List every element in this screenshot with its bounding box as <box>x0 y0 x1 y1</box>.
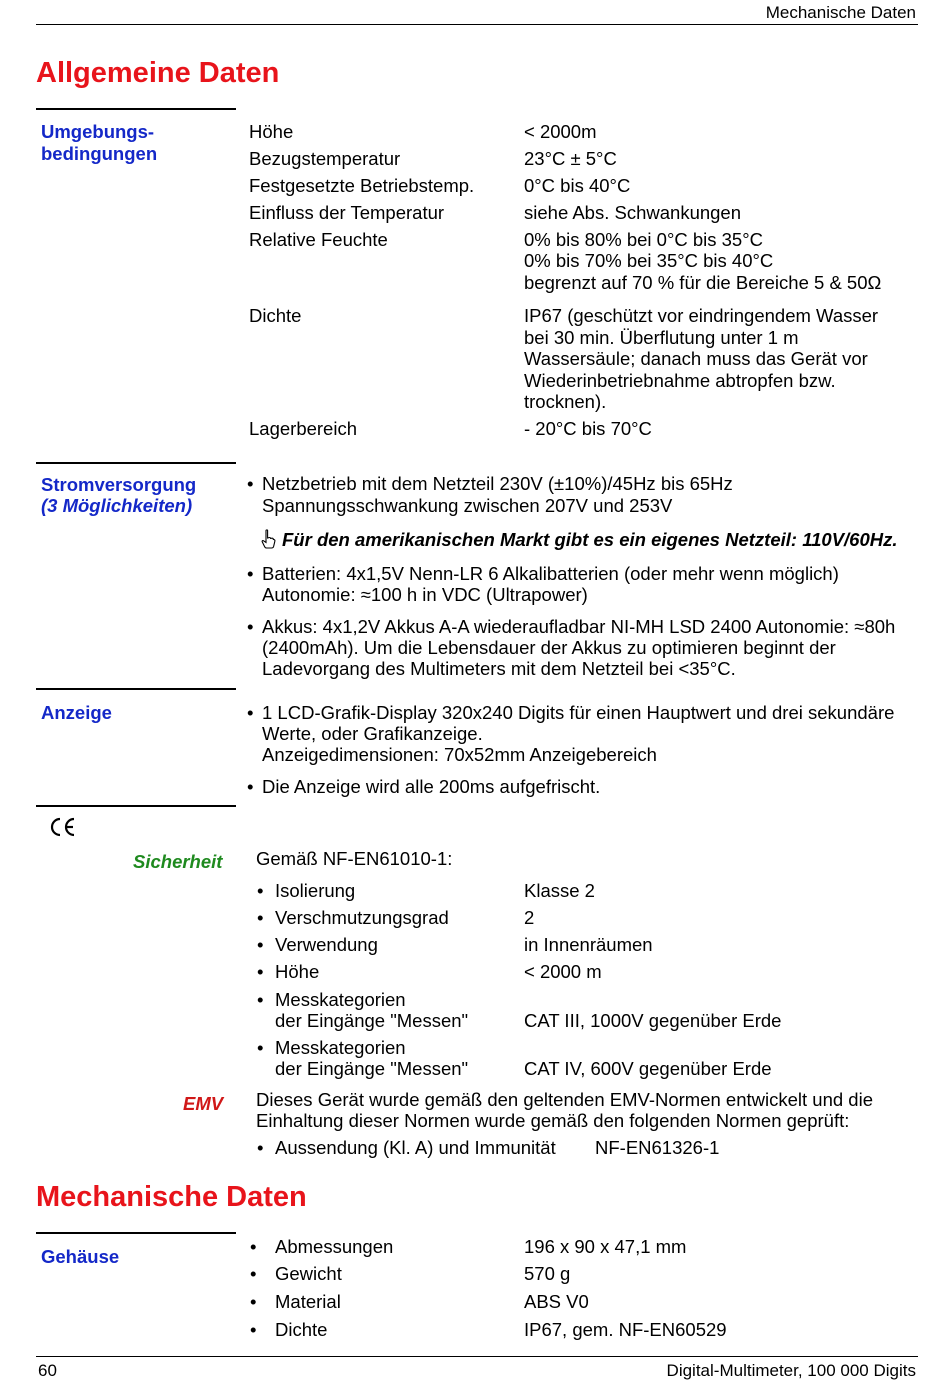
safety-row-value: in Innenräumen <box>524 934 653 955</box>
header-rule <box>36 24 918 25</box>
emv-label: EMV <box>183 1093 224 1114</box>
housing-row-name: Abmessungen <box>275 1236 394 1257</box>
bullet-icon: • <box>250 1263 257 1284</box>
emv-line2: Einhaltung dieser Normen wurde gemäß den folgenden Normen geprüft: <box>256 1110 850 1131</box>
divider-power <box>36 462 236 464</box>
cat2-value: CAT IV, 600V gegenüber Erde <box>524 1058 772 1079</box>
housing-row-value: 570 g <box>524 1263 571 1284</box>
env-row-name: Bezugstemperatur <box>249 148 401 169</box>
display-label: Anzeige <box>41 702 112 723</box>
power-b3-l1: Akkus: 4x1,2V Akkus A-A wiederaufladbar NI-MH LSD 2400 Autonomie: ≈80h <box>262 616 896 637</box>
bullet-icon: • <box>257 1137 264 1158</box>
emv-item-name: Aussendung (Kl. A) und Immunität <box>275 1137 556 1158</box>
power-b2-l2: Autonomie: ≈100 h in VDC (Ultrapower) <box>262 584 588 605</box>
env-row-name: Relative Feuchte <box>249 229 388 250</box>
density-line: Wassersäule; danach muss das Gerät vor <box>524 348 868 369</box>
bullet-icon: • <box>247 473 254 494</box>
density-line: IP67 (geschützt vor eindringendem Wasser <box>524 305 879 326</box>
cat1-value: CAT III, 1000V gegenüber Erde <box>524 1010 782 1031</box>
safety-row-value: Klasse 2 <box>524 880 595 901</box>
env-row-value: 0% bis 80% bei 0°C bis 35°C <box>524 229 763 250</box>
bullet-icon: • <box>257 1037 264 1058</box>
env-row-name: Höhe <box>249 121 294 142</box>
housing-label: Gehäuse <box>41 1246 120 1267</box>
env-label-line1: Umgebungs- <box>41 121 155 142</box>
bullet-icon: • <box>257 907 264 928</box>
housing-row-name: Dichte <box>275 1319 328 1340</box>
page-number: 60 <box>38 1361 57 1380</box>
pointing-hand-icon <box>260 529 276 549</box>
power-sublabel: (3 Möglichkeiten) <box>41 495 193 516</box>
power-b3-l3: Ladevorgang des Multimeters mit dem Netzteil bei <35°C. <box>262 658 736 679</box>
safety-intro: Gemäß NF-EN61010-1: <box>256 848 453 869</box>
storage-value: - 20°C bis 70°C <box>524 418 652 439</box>
emv-item-value: NF-EN61326-1 <box>595 1137 720 1158</box>
safety-row-value: < 2000 m <box>524 961 602 982</box>
footer-product: Digital-Multimeter, 100 000 Digits <box>666 1361 916 1380</box>
density-line: bei 30 min. Überflutung unter 1 m <box>524 327 799 348</box>
housing-row-name: Gewicht <box>275 1263 342 1284</box>
divider-housing <box>36 1232 236 1234</box>
bullet-icon: • <box>257 961 264 982</box>
storage-name: Lagerbereich <box>249 418 357 439</box>
safety-row-value: 2 <box>524 907 535 928</box>
humidity-line-3: begrenzt auf 70 % für die Bereiche 5 & 50Ω <box>524 272 882 293</box>
power-label: Stromversorgung <box>41 474 197 495</box>
env-row-value: < 2000m <box>524 121 597 142</box>
density-line: trocknen). <box>524 391 607 412</box>
env-row-value: 0°C bis 40°C <box>524 175 631 196</box>
safety-row-name: Isolierung <box>275 880 356 901</box>
safety-label: Sicherheit <box>133 851 223 872</box>
cat1-line2: der Eingänge "Messen" <box>275 1010 469 1031</box>
emv-line1: Dieses Gerät wurde gemäß den geltenden EMV-Normen entwickelt und die <box>256 1089 873 1110</box>
bullet-icon: • <box>250 1236 257 1257</box>
cat1-line1: Messkategorien <box>275 989 406 1010</box>
housing-row-value: IP67, gem. NF-EN60529 <box>524 1319 727 1340</box>
env-row-name: Festgesetzte Betriebstemp. <box>249 175 475 196</box>
bullet-icon: • <box>257 880 264 901</box>
footer-rule <box>36 1356 918 1357</box>
power-b3-l2: (2400mAh). Um die Lebensdauer der Akkus zu optimieren beginnt der <box>262 637 836 658</box>
density-line: Wiederinbetriebnahme abtropfen bzw. <box>524 370 836 391</box>
humidity-line-2: 0% bis 70% bei 35°C bis 40°C <box>524 250 774 271</box>
housing-row-value: 196 x 90 x 47,1 mm <box>524 1236 687 1257</box>
divider-safety <box>36 805 236 807</box>
bullet-icon: • <box>250 1291 257 1312</box>
housing-row-value: ABS V0 <box>524 1291 589 1312</box>
cat2-line1: Messkategorien <box>275 1037 406 1058</box>
power-b1-l2: Spannungsschwankung zwischen 207V und 253V <box>262 495 673 516</box>
bullet-icon: • <box>257 989 264 1010</box>
density-name: Dichte <box>249 305 302 326</box>
section-title-mechanical: Mechanische Daten <box>36 1181 307 1213</box>
display-b1-l2: Werte, oder Grafikanzeige. <box>262 723 483 744</box>
section-title-general: Allgemeine Daten <box>36 57 280 89</box>
env-row-name: Einfluss der Temperatur <box>249 202 445 223</box>
running-header: Mechanische Daten <box>765 3 916 22</box>
safety-row-name: Höhe <box>275 961 320 982</box>
display-b1-l3: Anzeigedimensionen: 70x52mm Anzeigebereich <box>262 744 657 765</box>
divider-environment <box>36 108 236 110</box>
env-row-value: siehe Abs. Schwankungen <box>524 202 742 223</box>
power-b1-l1: Netzbetrieb mit dem Netzteil 230V (±10%)/45Hz bis 65Hz <box>262 473 733 494</box>
env-label-line2: bedingungen <box>41 143 158 164</box>
housing-row-name: Material <box>275 1291 341 1312</box>
bullet-icon: • <box>247 616 254 637</box>
bullet-icon: • <box>247 563 254 584</box>
bullet-icon: • <box>247 776 254 797</box>
display-b2: Die Anzeige wird alle 200ms aufgefrischt. <box>262 776 601 797</box>
power-b2-l1: Batterien: 4x1,5V Nenn-LR 6 Alkalibatterien (oder mehr wenn möglich) <box>262 563 839 584</box>
divider-display <box>36 688 236 690</box>
bullet-icon: • <box>247 702 254 723</box>
safety-row-name: Verwendung <box>275 934 378 955</box>
display-b1-l1: 1 LCD-Grafik-Display 320x240 Digits für einen Hauptwert und drei sekundäre <box>262 702 895 723</box>
ce-mark-icon <box>48 816 78 838</box>
us-market-note: Für den amerikanischen Markt gibt es ein eigenes Netzteil: 110V/60Hz. <box>282 529 898 550</box>
bullet-icon: • <box>257 934 264 955</box>
bullet-icon: • <box>250 1319 257 1340</box>
cat2-line2: der Eingänge "Messen" <box>275 1058 469 1079</box>
env-row-value: 23°C ± 5°C <box>524 148 617 169</box>
safety-row-name: Verschmutzungsgrad <box>275 907 449 928</box>
